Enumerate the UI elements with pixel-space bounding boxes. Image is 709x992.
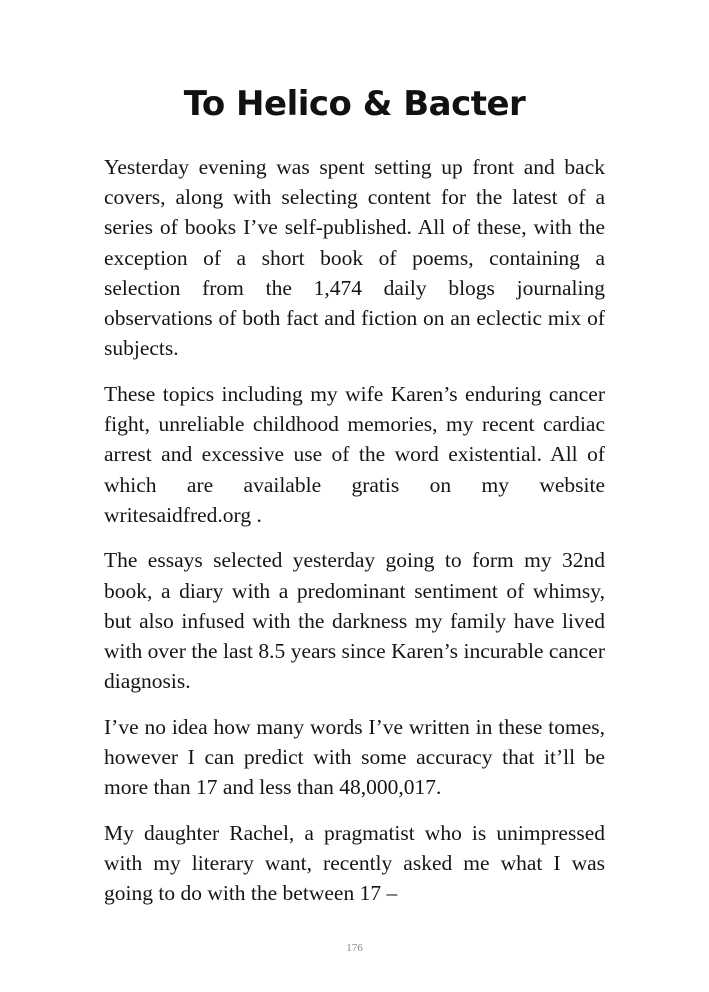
paragraph: The essays selected yesterday going to form my 32nd book, a diary with a predominant sentiment of whimsy, but also infused with the darkness my family have lived with over the last 8.5 years since Karen’s incurable cancer diagnosis. xyxy=(104,548,605,694)
paragraph: Yesterday evening was spent setting up front and back covers, along with selecting content for the latest of a series of books I’ve self-published. All of these, with the exception of a short book of poems, containing a selection from the 1,474 daily blogs journaling observations of both fact and fiction on an eclectic mix of subjects. xyxy=(104,155,605,361)
page-title: To Helico & Bacter xyxy=(183,84,526,124)
paragraph: I’ve no idea how many words I’ve written in these tomes, however I can predict with some accuracy that it’ll be more than 17 and less than 48,000,017. xyxy=(104,714,605,800)
page-number: 176 xyxy=(346,942,363,954)
body-text xyxy=(104,152,605,924)
paragraph: My daughter Rachel, a pragmatist who is unimpressed with my literary want, recently asked me what I was going to do with the between 17 – xyxy=(104,821,605,906)
paragraph: These topics including my wife Karen’s enduring cancer fight, unreliable childhood memories, my recent cardiac arrest and excessive use of the word existential. All of which are available gratis on my website writesaidfred.org . xyxy=(104,381,605,527)
